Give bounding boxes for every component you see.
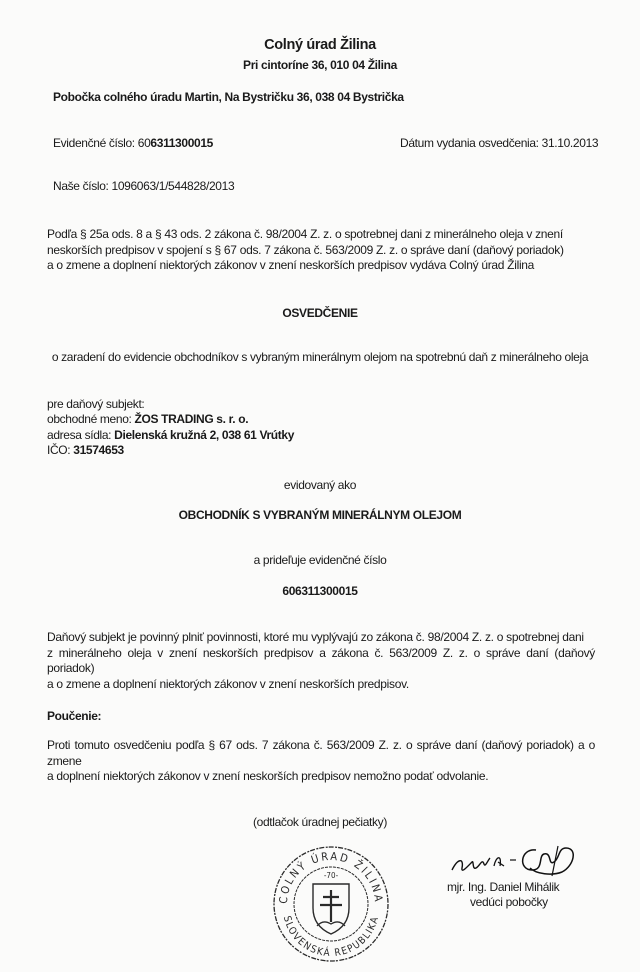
subject-ico-label: IČO: — [47, 443, 71, 457]
subject-address-value: Dielenská kružná 2, 038 61 Vrútky — [114, 428, 295, 442]
evidence-number-label: Evidenčné číslo: 60 — [53, 136, 151, 150]
stamp-number: -70- — [323, 871, 339, 880]
subject-ico — [47, 443, 124, 458]
stamp-text-bottom: SLOVENSKÁ REPUBLIKA — [280, 914, 382, 960]
subject-address — [47, 428, 294, 443]
category-title: OBCHODNÍK S VYBRANÝM MINERÁLNYM OLEJOM — [178, 508, 462, 522]
intro-line: Podľa § 25a ods. 8 a § 43 ods. 2 zákona č. 98/2004 Z. z. o spotrebnej dani z minerálneho oleja v znení — [47, 227, 563, 241]
signature-icon — [440, 836, 590, 886]
stamp-caption: (odtlačok úradnej pečiatky) — [253, 815, 387, 829]
issue-date-value: 31.10.2013 — [541, 136, 599, 150]
document-title: OSVEDČENIE — [282, 306, 358, 320]
subject-intro: pre daňový subjekt: — [47, 397, 145, 411]
intro-line: a o zmene a doplnení niektorých zákonov v znení neskorších predpisov vydáva Colný úrad Žilina — [47, 258, 535, 272]
signatory-name: mjr. Ing. Daniel Mihálik — [447, 880, 560, 894]
evidence-number-value: 6311300015 — [150, 136, 213, 150]
subject-name-label: obchodné meno: — [47, 412, 132, 426]
issue-date — [400, 136, 598, 151]
evidence-number — [53, 136, 213, 151]
document-subtitle: o zaradení do evidencie obchodníkov s vybraným minerálnym olejom na spotrebnú daň z minerálneho oleja — [51, 350, 589, 364]
official-stamp-icon — [271, 842, 391, 966]
signatory-role: vedúci pobočky — [470, 895, 548, 909]
registered-as: evidovaný ako — [283, 478, 357, 492]
intro-paragraph — [47, 227, 595, 274]
instruction-line: a doplnení niektorých zákonov v znení neskorších predpisov nemožno podať odvolanie. — [47, 769, 489, 783]
stamp-text-top: COLNÝ ÚRAD ŽILINA — [276, 849, 386, 905]
registration-number: 606311300015 — [282, 584, 358, 598]
instruction-title: Poučenie: — [47, 709, 102, 723]
our-number — [53, 179, 234, 194]
duty-paragraph — [47, 630, 595, 692]
assigns-text: a prideľuje evidenčné číslo — [253, 553, 387, 567]
our-number-value: 1096063/1/544828/2013 — [111, 179, 235, 193]
duty-line: a o zmene a doplnení niektorých zákonov v znení neskorších predpisov. — [47, 676, 409, 691]
instruction-line: Proti tomuto osvedčeniu podľa § 67 ods. 7 zákona č. 563/2009 Z. z. o správe daní (daňový poriadok) a o zmene — [47, 738, 595, 768]
branch-address: Pobočka colného úradu Martin, Na Bystričku 36, 038 04 Bystrička — [53, 90, 404, 104]
subject-ico-value: 31574653 — [73, 443, 124, 457]
issue-date-label: Dátum vydania osvedčenia: — [400, 136, 539, 150]
intro-line: neskorších predpisov v spojení s § 67 ods. 7 zákona č. 563/2009 Z. z. o správe daní (daňový poriadok) — [47, 242, 564, 257]
subject-name — [47, 412, 248, 427]
subject-address-label: adresa sídla: — [47, 428, 112, 442]
duty-line: Daňový subjekt je povinný plniť povinnosti, ktoré mu vyplývajú zo zákona č. 98/2004 Z. z. o spotrebnej dani — [47, 630, 584, 644]
instruction-paragraph — [47, 738, 595, 785]
office-name: Colný úrad Žilina — [264, 37, 376, 53]
our-number-label: Naše číslo: — [53, 179, 109, 193]
coat-of-arms-icon — [313, 884, 349, 934]
subject-name-value: ŽOS TRADING s. r. o. — [134, 412, 249, 426]
duty-line: z minerálneho oleja v znení neskorších predpisov a zákona č. 563/2009 Z. z. o správe daní (daňový poriadok) — [47, 645, 595, 675]
office-address: Pri cintoríne 36, 010 04 Žilina — [243, 58, 397, 72]
